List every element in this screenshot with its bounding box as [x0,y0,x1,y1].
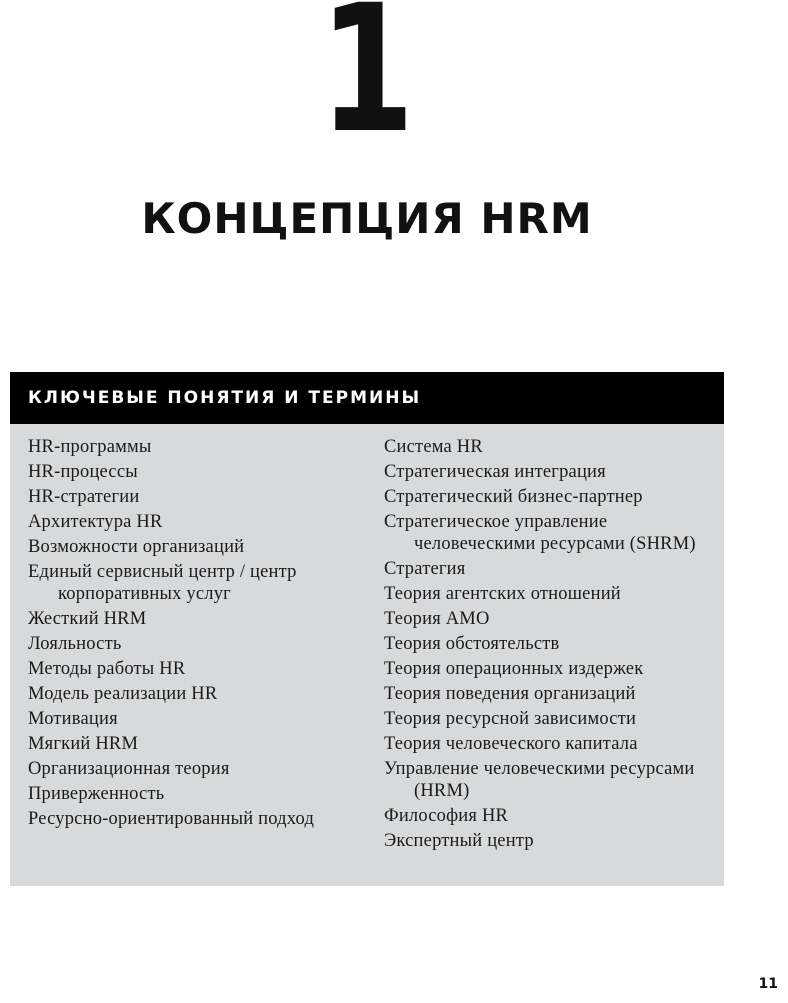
term-item: Архитектура HR [28,512,163,532]
terms-left-column [28,436,368,833]
term-item: HR-стратегии [28,487,140,507]
term-item: HR-процессы [28,462,138,482]
term-item: Мягкий HRM [28,734,139,754]
term-item: Ресурсно-ориентированный подход [28,809,315,829]
key-terms-heading: КЛЮЧЕВЫЕ ПОНЯТИЯ И ТЕРМИНЫ [10,372,724,424]
term-item: Теория поведения организаций [384,684,636,704]
term-item: Теория ресурсной зависимости [384,709,637,729]
term-item: HR-программы [28,437,152,457]
chapter-number: 1 [319,0,412,172]
term-item: Система HR [384,437,483,457]
term-item: Теория операционных издержек [384,659,644,679]
term-item: Приверженность [28,784,165,804]
term-item: Теория обстоятельств [384,634,560,654]
page-number: 11 [758,976,778,992]
term-item: Мотивация [28,709,118,729]
term-item: Единый сервисный центр / центр корпоративных услуг [28,562,297,604]
key-terms-box [10,372,724,886]
terms-right-column [384,436,714,855]
term-item: Философия HR [384,806,509,826]
term-item: Модель реализации HR [28,684,218,704]
term-item: Стратегия [384,559,466,579]
term-item: Возможности организаций [28,537,245,557]
chapter-title: КОНЦЕПЦИЯ HRM [141,194,593,243]
term-item: Методы работы HR [28,659,186,679]
term-item: Теория человеческого капитала [384,734,638,754]
term-item: Организационная теория [28,759,230,779]
term-item: Стратегическое управление человеческими ресурсами (SHRM) [384,512,696,554]
term-item: Жесткий HRM [28,609,147,629]
term-item: Экспертный центр [384,831,534,851]
term-item: Теория агентских отношений [384,584,621,604]
term-item: Управление человеческими ресурсами (HRM) [384,759,695,801]
term-item: Стратегическая интеграция [384,462,606,482]
term-item: Стратегический бизнес-партнер [384,487,643,507]
term-item: Лояльность [28,634,122,654]
term-item: Теория АМО [384,609,490,629]
